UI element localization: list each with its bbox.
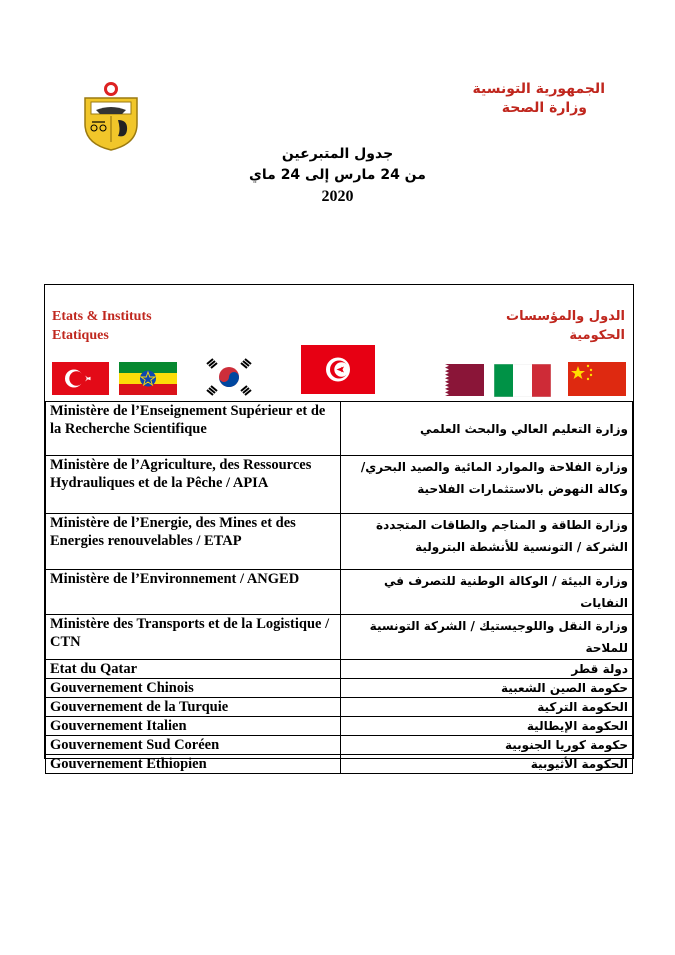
row-ar: دولة قطر xyxy=(341,660,633,679)
row-fr: Ministère des Transports et de la Logistique / CTN xyxy=(46,615,341,660)
republic-label: الجمهورية التونسية xyxy=(472,81,605,97)
table-row xyxy=(46,456,633,514)
title-year: 2020 xyxy=(321,188,354,205)
row-fr: Ministère de l’Agriculture, des Ressources Hydrauliques et de la Pêche / APIA xyxy=(46,456,341,514)
table-row xyxy=(46,679,633,698)
table-row xyxy=(46,717,633,736)
tunisia-flag-icon xyxy=(301,345,375,394)
document-title xyxy=(0,144,675,207)
row-ar: وزارة التعليم العالي والبحث العلمي xyxy=(341,402,633,456)
table-row xyxy=(46,660,633,679)
row-fr: Gouvernement de la Turquie xyxy=(46,698,341,717)
row-ar: وزارة النقل واللوجيستيك / الشركة التونسية للملاحة xyxy=(341,615,633,660)
qatar-flag-icon xyxy=(427,364,484,396)
table-header-ar xyxy=(506,307,625,345)
row-ar: الحكومة الأثيوبية xyxy=(341,755,633,774)
row-ar: وزارة البيئة / الوكالة الوطنية للتصرف في النفايات xyxy=(341,570,633,615)
table-header-fr-line2: Etatiques xyxy=(52,328,109,343)
row-ar: حكومة كوريا الجنوبية xyxy=(341,736,633,755)
ministry-label: وزارة الصحة xyxy=(501,100,587,116)
table-row xyxy=(46,755,633,774)
title-line-1: جدول المتبرعين xyxy=(281,146,394,162)
donors-table xyxy=(45,401,633,774)
row-fr: Gouvernement Ethiopien xyxy=(46,755,341,774)
china-flag-icon xyxy=(568,362,626,396)
row-ar: الحكومة الإيطالية xyxy=(341,717,633,736)
title-line-2: من 24 مارس إلى 24 ماي xyxy=(249,167,426,183)
italy-flag-icon xyxy=(494,364,551,397)
table-row xyxy=(46,570,633,615)
table-row xyxy=(46,615,633,660)
row-ar: حكومة الصين الشعبية xyxy=(341,679,633,698)
ethiopia-flag-icon xyxy=(119,362,177,395)
row-fr: Gouvernement Chinois xyxy=(46,679,341,698)
row-ar: وزارة الطاقة و المناجم والطاقات المتجددة الشركة / التونسية للأنشطة البترولية xyxy=(341,514,633,570)
row-fr: Ministère de l’Environnement / ANGED xyxy=(46,570,341,615)
table-header-fr xyxy=(52,307,152,345)
row-fr: Ministère de l’Energie, des Mines et des Energies renouvelables / ETAP xyxy=(46,514,341,570)
table-header-fr-line1: Etats & Instituts xyxy=(52,309,152,324)
table-row xyxy=(46,698,633,717)
table-header-ar-line2: الحكومية xyxy=(569,328,625,343)
ministry-header xyxy=(473,80,606,118)
row-fr: Gouvernement Italien xyxy=(46,717,341,736)
table-row xyxy=(46,514,633,570)
table-row xyxy=(46,402,633,456)
tunisia-coat-of-arms-icon xyxy=(80,80,142,152)
table-row xyxy=(46,736,633,755)
south-korea-flag-icon xyxy=(200,356,258,398)
row-fr: Ministère de l’Enseignement Supérieur et de la Recherche Scientifique xyxy=(46,402,341,456)
row-ar: وزارة الفلاحة والموارد المائية والصيد البحري/ وكالة النهوض بالاستثمارات الفلاحية xyxy=(341,456,633,514)
row-fr: Etat du Qatar xyxy=(46,660,341,679)
table-header-ar-line1: الدول والمؤسسات xyxy=(506,309,625,324)
turkey-flag-icon xyxy=(52,362,109,395)
row-fr: Gouvernement Sud Coréen xyxy=(46,736,341,755)
row-ar: الحكومة التركية xyxy=(341,698,633,717)
